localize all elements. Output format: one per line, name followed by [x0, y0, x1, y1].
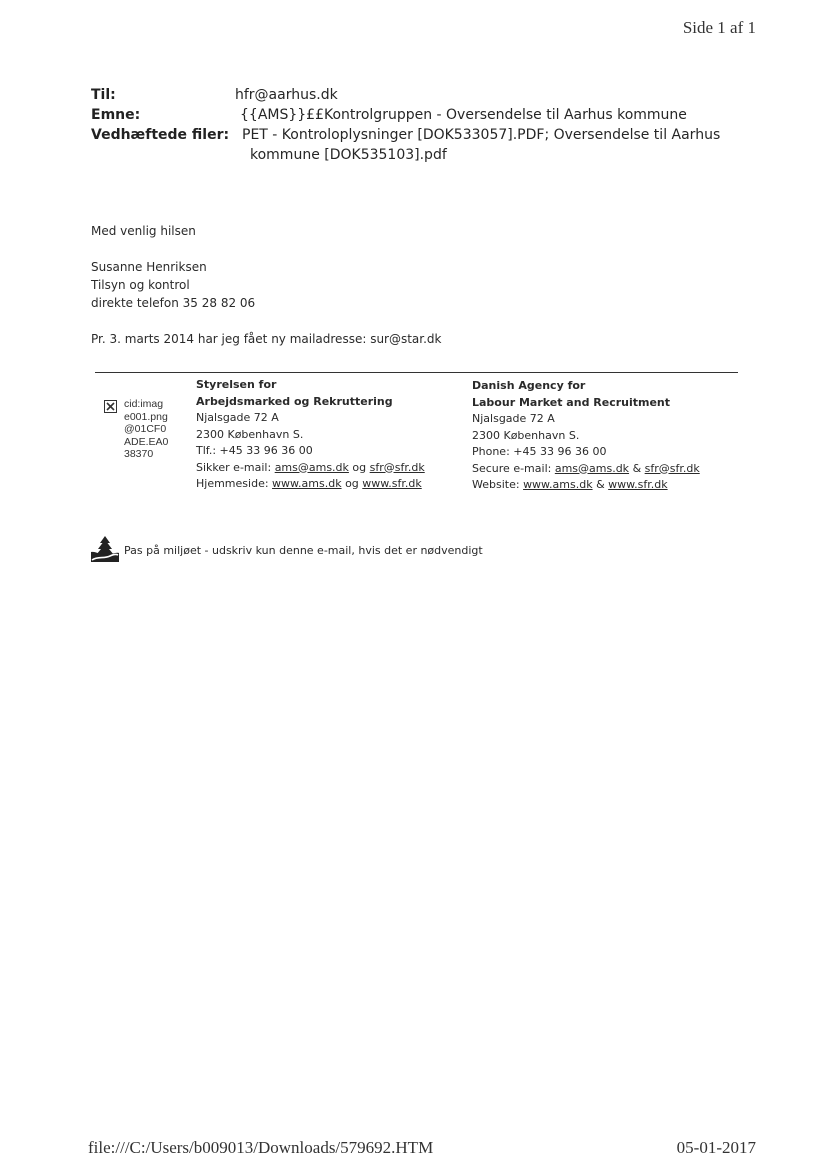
signature-english	[472, 378, 700, 494]
sig-en-web-conj: &	[596, 478, 605, 491]
attachments-value-line2: kommune [DOK535103].pdf	[250, 147, 447, 163]
sig-da-org-line2: Arbejdsmarked og Rekruttering	[196, 394, 393, 408]
sender-name: Susanne Henriksen	[91, 260, 207, 274]
mail-address-notice: Pr. 3. marts 2014 har jeg fået ny mailadresse: sur@star.dk	[91, 332, 442, 346]
sig-da-secure-conj: og	[352, 460, 367, 474]
sig-da-org-line1: Styrelsen for	[196, 378, 277, 391]
sig-da-web2-link[interactable]: www.sfr.dk	[362, 477, 422, 490]
sig-en-phone: Phone: +45 33 96 36 00	[472, 445, 607, 458]
sender-phone: direkte telefon 35 28 82 06	[91, 296, 256, 310]
sig-da-web-label: Hjemmeside:	[196, 477, 269, 490]
sig-en-org-line1: Danish Agency for	[472, 379, 586, 392]
broken-image-icon	[104, 400, 117, 413]
sig-en-web-label: Website:	[472, 478, 520, 491]
file-path: file:///C:/Users/b009013/Downloads/579692.HTM	[88, 1138, 434, 1157]
page-number: Side 1 af 1	[682, 18, 756, 37]
sig-da-secure-line	[196, 460, 425, 477]
sender-department: Tilsyn og kontrol	[91, 278, 190, 292]
sig-en-secure-line	[472, 461, 700, 478]
sig-en-street: Njalsgade 72 A	[472, 412, 555, 425]
to-label: Til:	[91, 87, 116, 103]
sig-en-city: 2300 København S.	[472, 428, 580, 442]
sig-en-web2-link[interactable]: www.sfr.dk	[608, 478, 668, 491]
sig-da-web1-link[interactable]: www.ams.dk	[272, 477, 342, 490]
sig-da-city: 2300 København S.	[196, 427, 304, 441]
subject-label: Emne:	[91, 107, 141, 123]
sig-en-secure-conj: &	[632, 461, 642, 475]
sig-da-secure-label: Sikker e-mail:	[196, 460, 272, 474]
sig-da-web-conj: og	[345, 477, 359, 490]
sig-da-street: Njalsgade 72 A	[196, 411, 279, 424]
signature-danish	[196, 377, 425, 493]
image-alt-text: cid:imag e001.png @01CF0 ADE.EA0 38370	[124, 398, 169, 460]
sig-en-web-line	[472, 477, 700, 494]
sig-da-secure-email2-link[interactable]: sfr@sfr.dk	[369, 460, 425, 474]
signature-divider	[95, 372, 738, 373]
to-value: hfr@aarhus.dk	[235, 87, 338, 103]
sig-en-secure-label: Secure e-mail:	[472, 461, 552, 475]
sig-da-phone: Tlf.: +45 33 96 36 00	[196, 444, 313, 457]
subject-value: {{AMS}}££Kontrolgruppen - Oversendelse til Aarhus kommune	[240, 107, 687, 123]
attachments-label: Vedhæftede filer:	[91, 127, 230, 143]
sig-en-secure-email1-link[interactable]: ams@ams.dk	[554, 461, 630, 475]
sig-en-org-line2: Labour Market and Recruitment	[472, 395, 671, 409]
print-date: 05-01-2017	[676, 1138, 756, 1157]
sig-da-secure-email1-link[interactable]: ams@ams.dk	[274, 460, 349, 474]
environment-note: Pas på miljøet - udskriv kun denne e-mail, hvis det er nødvendigt	[124, 544, 483, 557]
sig-da-web-line	[196, 476, 425, 493]
sig-en-secure-email2-link[interactable]: sfr@sfr.dk	[644, 461, 700, 475]
sig-en-web1-link[interactable]: www.ams.dk	[523, 478, 593, 491]
greeting: Med venlig hilsen	[91, 224, 196, 238]
attachments-value-line1: PET - Kontroloplysninger [DOK533057].PDF; Oversendelse til Aarhus	[242, 127, 721, 143]
tree-icon	[90, 535, 120, 563]
